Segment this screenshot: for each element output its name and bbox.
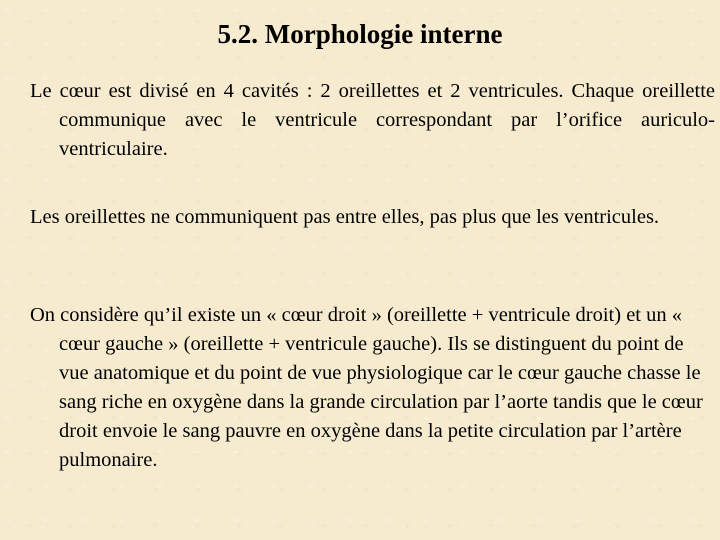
- paragraph-cavities: Le cœur est divisé en 4 cavités : 2 oreillettes et 2 ventricules. Chaque oreillette communique avec le ventricule correspondant par l’orifice auriculo-ventriculaire.: [30, 80, 715, 160]
- paragraph-separation: Les oreillettes ne communiquent pas entre elles, pas plus que les ventricules.: [30, 206, 660, 228]
- paragraph-left-right-heart: On considère qu’il existe un « cœur droit » (oreillette + ventricule droit) et un « cœur gauche » (oreillette + ventricule gauche). Ils se distinguent du point de vue anatomique et du point de vue physiologique car le cœur gauche chasse le sang riche en oxygène dans la grande circulation par l’aorte tandis que le cœur droit envoie le sang pauvre en oxygène dans la petite circulation par l’artère pulmonaire.: [30, 304, 703, 471]
- slide-title: 5.2. Morphologie interne: [217, 19, 503, 49]
